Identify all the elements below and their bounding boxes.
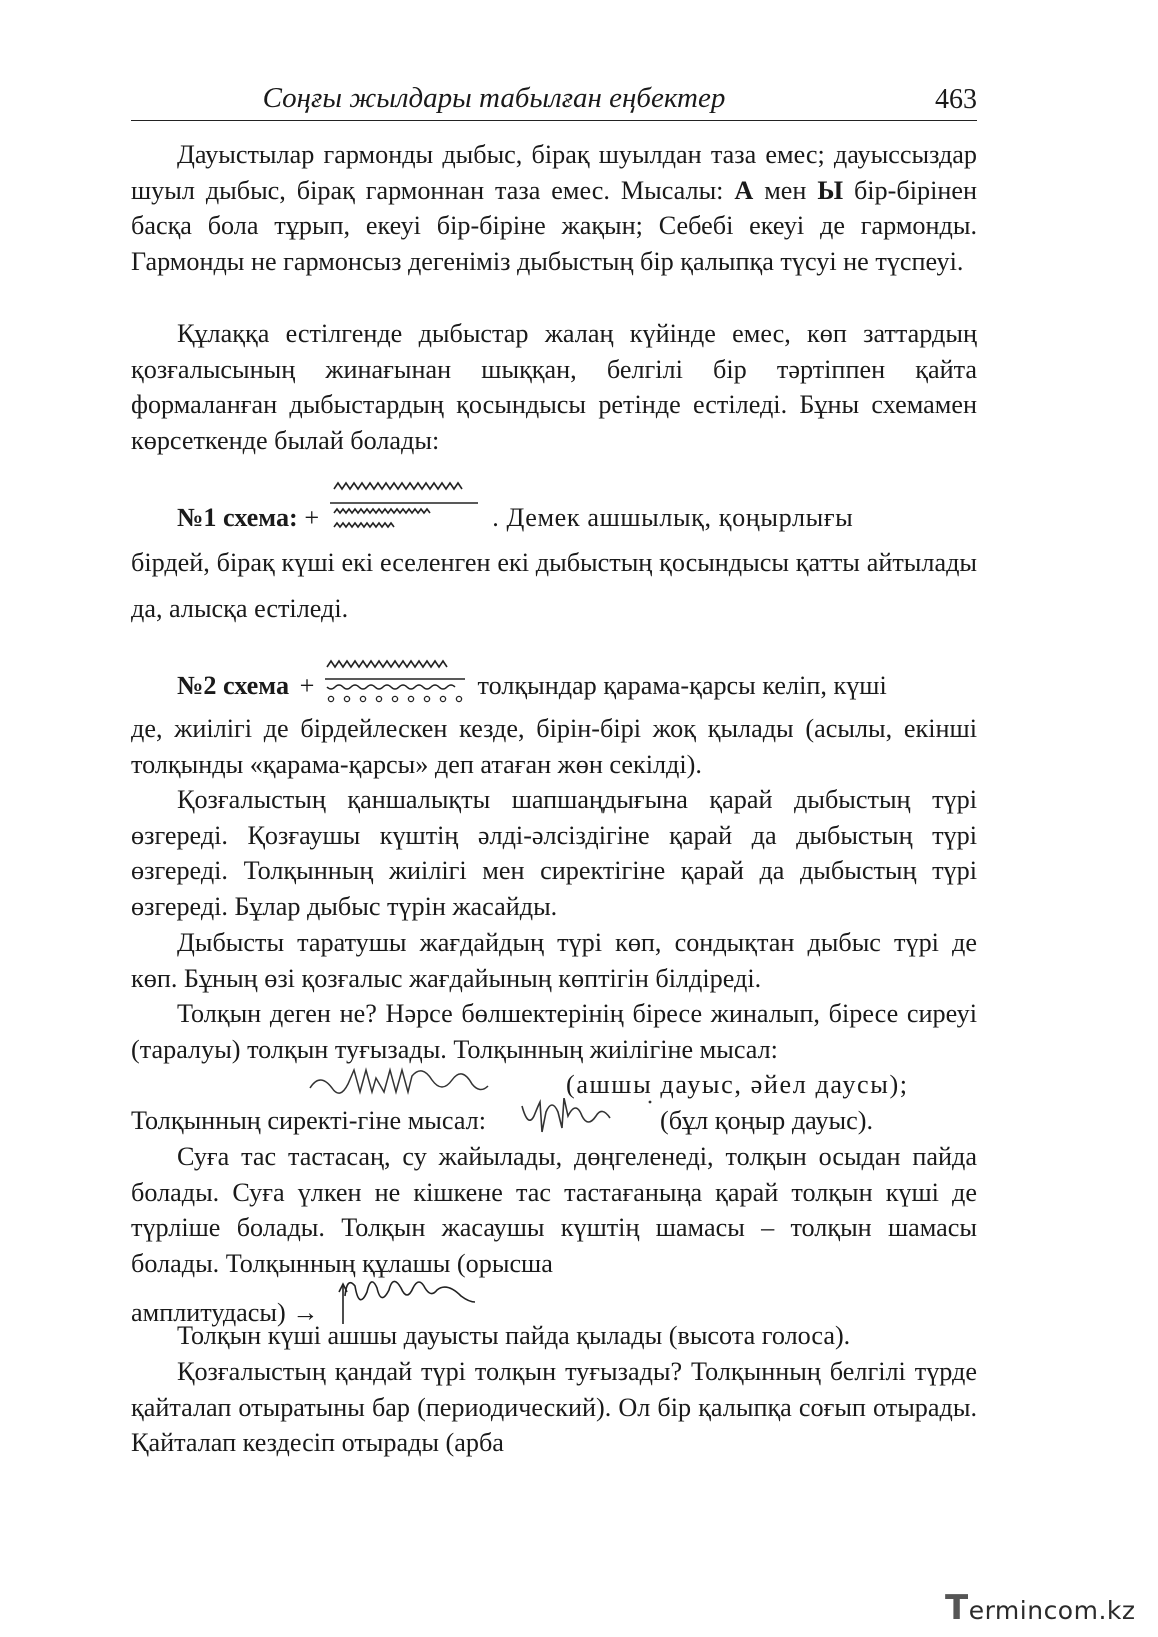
- paragraph-stone-water: Суға тас тастасаң, су жайылады, дөңгеленеді, толқын осыдан пайда болады. Суға үлкен не кішкене тас тастағаныңа қарай толқын күші де түрліше болады. Толқын жасаушы күштің шамасы – толқын шамасы болады. Толқынның құлашы (орысша: [131, 1142, 977, 1278]
- watermark-text: ermincom.kz: [968, 1596, 1136, 1625]
- schema-2-label: №2 схема: [177, 671, 290, 700]
- bold-letter-a: А: [734, 175, 754, 205]
- schema-1-label: №1 схема:: [177, 503, 298, 533]
- paragraph-text: бір-бірінен басқа бола тұрып, екеуі бір-біріне жақын; Себебі екеуі де гармонды. Гармонды не гармонсыз дегеніміз дыбыстың бір қалыпқа түсуі не түспеуі.: [131, 175, 977, 276]
- paragraph-text: мен: [753, 175, 818, 205]
- running-title: Соңғы жылдары табылған еңбектер: [262, 82, 726, 114]
- schema-1-wave-sum-drawing: [326, 475, 486, 545]
- paragraph-wave-definition: Толқын деген не? Нәрсе бөлшектерінің біресе жиналып, біресе сиреуі (таралуы) толқын туғызады. Толқынның жиілігіне мысал:: [131, 999, 977, 1064]
- running-head: [131, 78, 977, 121]
- paragraph-hearing: Құлаққа естілгенде дыбыстар жалаң күйінде емес, көп заттардың қозғалысының жинағынан шыққан, белгілі бір тәртіппен қайта формаланған дыбыстардың қосындысы ретінде естіледі. Бұны схемамен көрсеткенде былай болады:: [131, 319, 977, 455]
- bold-letter-y: Ы: [817, 175, 844, 205]
- schema-1-continuation: бірдей, бірақ күші екі еселенген екі дыбыстың қосындысы қатты айтылады да, алысқа естіледі.: [131, 548, 977, 623]
- schema-2-wave-cancel-drawing: [321, 655, 471, 707]
- schema-1-line: [131, 495, 977, 545]
- schema-2-plus: +: [299, 671, 315, 700]
- schema-1-plus: +: [304, 503, 320, 533]
- schema-2-text: толқындар қарама-қарсы келіп, күші: [477, 671, 887, 700]
- low-frequency-wave-drawing: [518, 1098, 658, 1134]
- low-voice-note: (бұл қоңыр дауыс).: [660, 1106, 874, 1135]
- paragraph-text: Дауыстылар гармонды дыбыс, бірақ шуылдан таза емес; дауыссыздар шуыл дыбыс, бірақ гармоннан таза емес. Мысалы:: [131, 140, 977, 205]
- schema-2-line: [131, 668, 977, 707]
- watermark-logo: [945, 1588, 1136, 1628]
- watermark-logo-letter: T: [945, 1588, 969, 1628]
- schema-2-continuation: де, жиілігі де бірдейлескен кезде, бірін-бірі жоқ қылады (асылы, екінші толқынды «қарама-қарсы» деп атаған жөн секілді).: [131, 714, 977, 779]
- paragraph-motion-speed: Қозғалыстың қаншалықты шапшаңдығына қарай дыбыстың түрі өзгереді. Қозғаушы күштің әлді-әлсіздігіне қарай да дыбыстың түрі өзгереді. Толқынның жиілігі мен сиректігіне қарай да дыбыстың түрі өзгереді. Бұлар дыбыс түрін жасайды.: [131, 785, 977, 921]
- page-number: 463: [935, 84, 977, 115]
- paragraph-vowels: [131, 137, 977, 279]
- high-voice-note: (ашшы дауыс, әйел даусы);: [566, 1070, 909, 1099]
- schema-1-text: . Демек ашшылық, қоңырлығы: [492, 503, 854, 533]
- paragraph-periodic-motion: Қозғалыстың қандай түрі толқын туғызады? Толқынның белгілі түрде қайталап отыратыны бар (периодический). Ол бір қалыпқа соғып отырады. Қайталап кездесіп отырады (арба: [131, 1357, 977, 1458]
- paragraph-sound-source: Дыбысты таратушы жағдайдың түрі көп, сондықтан дыбыс түрі де көп. Бұның өзі қозғалыс жағдайының көптігін білдіреді.: [131, 928, 977, 993]
- high-frequency-wave-drawing: [308, 1066, 538, 1100]
- amplitude-label: амплитудасы) →: [131, 1298, 319, 1327]
- paragraph-wave-force: Толқын күші ашшы дауысты пайда қылады (высота голоса).: [177, 1321, 851, 1350]
- low-frequency-label: Толқынның сиректі-гіне мысал:: [131, 1106, 487, 1135]
